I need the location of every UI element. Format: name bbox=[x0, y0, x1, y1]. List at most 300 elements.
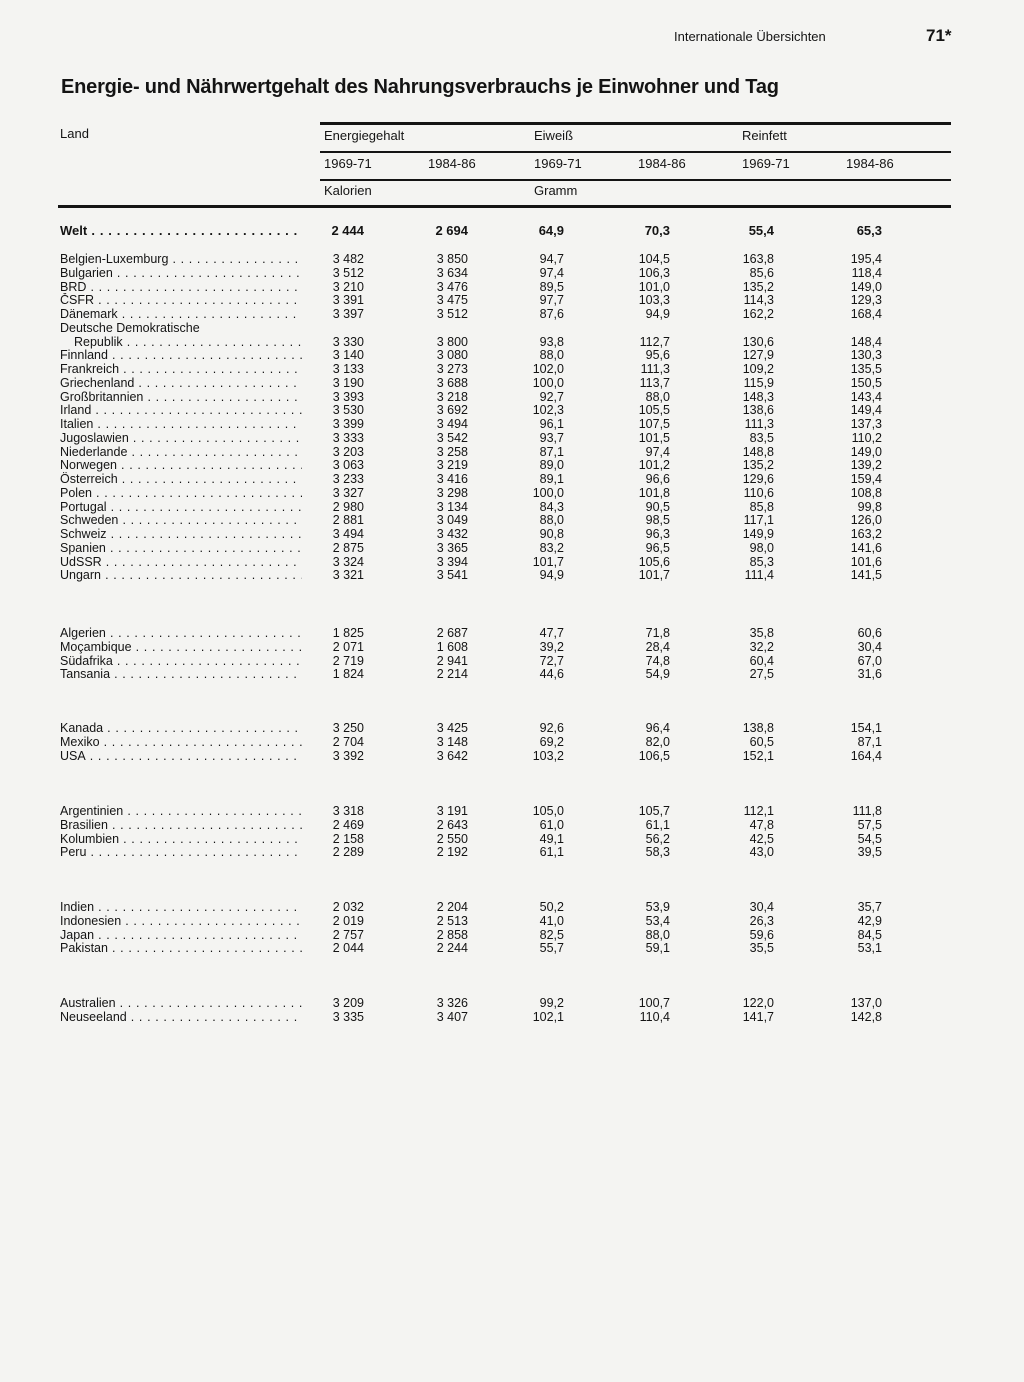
value-eiweiss-1984-86: 96,4 bbox=[645, 721, 670, 735]
page-title: Energie- und Nährwertgehalt des Nahrungsverbrauchs je Einwohner und Tag bbox=[61, 76, 779, 98]
value-energie-1984-86: 2 214 bbox=[436, 667, 468, 681]
table-row bbox=[58, 362, 951, 376]
value-reinfett-1969-71: 148,3 bbox=[742, 390, 774, 404]
value-reinfett-1984-86: 135,5 bbox=[850, 362, 882, 376]
value-energie-1984-86: 1 608 bbox=[436, 640, 468, 654]
value-eiweiss-1969-71: 90,8 bbox=[539, 527, 564, 541]
country-name: Ungarn . . . bbox=[60, 568, 302, 582]
value-eiweiss-1984-86: 111,3 bbox=[640, 362, 670, 376]
value-eiweiss-1984-86: 54,9 bbox=[645, 667, 670, 681]
value-eiweiss-1969-71: 105,0 bbox=[532, 804, 564, 818]
value-eiweiss-1984-86: 106,3 bbox=[638, 266, 670, 280]
value-energie-1984-86: 3 432 bbox=[436, 527, 468, 541]
value-reinfett-1969-71: 114,3 bbox=[743, 293, 774, 307]
value-reinfett-1984-86: 65,3 bbox=[856, 223, 882, 238]
value-reinfett-1984-86: 195,4 bbox=[850, 252, 882, 266]
country-name: Portugal . . . bbox=[60, 500, 302, 514]
value-reinfett-1984-86: 31,6 bbox=[857, 667, 882, 681]
value-energie-1984-86: 3 494 bbox=[436, 417, 468, 431]
value-eiweiss-1969-71: 55,7 bbox=[539, 941, 564, 955]
table-row bbox=[58, 845, 951, 859]
value-eiweiss-1969-71: 100,0 bbox=[532, 486, 564, 500]
table-row bbox=[58, 348, 951, 362]
value-energie-1984-86: 2 941 bbox=[436, 654, 468, 668]
value-eiweiss-1969-71: 93,8 bbox=[539, 335, 564, 349]
table-header-rule-3 bbox=[58, 205, 951, 208]
country-name: Österreich . . . bbox=[60, 472, 302, 486]
value-energie-1984-86: 3 049 bbox=[436, 513, 468, 527]
value-reinfett-1984-86: 87,1 bbox=[857, 735, 882, 749]
value-eiweiss-1969-71: 102,3 bbox=[532, 403, 564, 417]
value-eiweiss-1984-86: 74,8 bbox=[645, 654, 670, 668]
value-reinfett-1969-71: 163,8 bbox=[742, 252, 774, 266]
value-reinfett-1984-86: 67,0 bbox=[857, 654, 882, 668]
value-reinfett-1969-71: 26,3 bbox=[749, 914, 774, 928]
value-reinfett-1969-71: 60,5 bbox=[749, 735, 774, 749]
value-eiweiss-1984-86: 96,3 bbox=[645, 527, 670, 541]
table-row bbox=[58, 335, 951, 349]
value-energie-1969-71: 3 399 bbox=[332, 417, 364, 431]
page-number: 71* bbox=[926, 26, 952, 45]
value-energie-1969-71: 2 881 bbox=[332, 513, 364, 527]
header-year-energie-a: 1969-71 bbox=[324, 156, 372, 171]
country-name: Griechenland . . . bbox=[60, 376, 302, 390]
table-row bbox=[58, 928, 951, 942]
country-name: Welt . . . bbox=[60, 224, 302, 238]
country-name: Kanada . . . bbox=[60, 721, 302, 735]
table-row bbox=[58, 555, 951, 569]
value-eiweiss-1969-71: 82,5 bbox=[539, 928, 564, 942]
value-eiweiss-1969-71: 61,1 bbox=[539, 845, 564, 859]
value-eiweiss-1984-86: 101,0 bbox=[638, 280, 670, 294]
value-reinfett-1984-86: 163,2 bbox=[850, 527, 882, 541]
country-name: Jugoslawien . . . bbox=[60, 431, 302, 445]
value-reinfett-1984-86: 149,4 bbox=[850, 403, 882, 417]
country-name: Großbritannien . . . bbox=[60, 390, 302, 404]
value-reinfett-1969-71: 30,4 bbox=[749, 900, 774, 914]
value-eiweiss-1969-71: 96,1 bbox=[539, 417, 564, 431]
value-energie-1984-86: 3 688 bbox=[436, 376, 468, 390]
country-name: Italien . . . bbox=[60, 417, 302, 431]
value-energie-1984-86: 3 134 bbox=[436, 500, 468, 514]
country-name: Dänemark . . . bbox=[60, 307, 302, 321]
value-eiweiss-1969-71: 102,0 bbox=[532, 362, 564, 376]
value-eiweiss-1969-71: 39,2 bbox=[539, 640, 564, 654]
value-eiweiss-1969-71: 89,5 bbox=[539, 280, 564, 294]
value-reinfett-1984-86: 118,4 bbox=[851, 266, 882, 280]
value-eiweiss-1969-71: 103,2 bbox=[532, 749, 564, 763]
value-reinfett-1984-86: 143,4 bbox=[850, 390, 882, 404]
value-eiweiss-1984-86: 96,5 bbox=[645, 541, 670, 555]
country-name: Schweden . . . bbox=[60, 513, 302, 527]
value-energie-1969-71: 3 063 bbox=[332, 458, 364, 472]
value-energie-1984-86: 3 365 bbox=[436, 541, 468, 555]
value-energie-1969-71: 2 032 bbox=[332, 900, 364, 914]
value-energie-1984-86: 2 858 bbox=[436, 928, 468, 942]
country-name: Belgien-Luxemburg . . . bbox=[60, 252, 302, 266]
value-eiweiss-1969-71: 87,1 bbox=[539, 445, 564, 459]
value-reinfett-1984-86: 164,4 bbox=[850, 749, 882, 763]
value-energie-1969-71: 2 044 bbox=[332, 941, 364, 955]
country-name: Spanien . . . bbox=[60, 541, 302, 555]
value-reinfett-1969-71: 148,8 bbox=[742, 445, 774, 459]
value-eiweiss-1984-86: 105,6 bbox=[638, 555, 670, 569]
value-reinfett-1984-86: 130,3 bbox=[850, 348, 882, 362]
value-energie-1969-71: 3 393 bbox=[332, 390, 364, 404]
table-row bbox=[58, 252, 951, 266]
value-energie-1969-71: 2 071 bbox=[332, 640, 364, 654]
value-eiweiss-1984-86: 98,5 bbox=[645, 513, 670, 527]
value-reinfett-1984-86: 142,8 bbox=[850, 1010, 882, 1024]
table-header-rule-2 bbox=[320, 179, 951, 181]
table-row bbox=[58, 293, 951, 307]
value-eiweiss-1984-86: 94,9 bbox=[645, 307, 670, 321]
value-reinfett-1984-86: 129,3 bbox=[850, 293, 882, 307]
value-energie-1969-71: 2 444 bbox=[331, 223, 364, 238]
country-name: Tansania . . . bbox=[60, 667, 302, 681]
value-energie-1969-71: 3 209 bbox=[332, 996, 364, 1010]
value-reinfett-1969-71: 117,1 bbox=[743, 513, 774, 527]
value-eiweiss-1969-71: 97,4 bbox=[539, 266, 564, 280]
value-energie-1984-86: 3 218 bbox=[436, 390, 468, 404]
table-row bbox=[58, 486, 951, 500]
value-eiweiss-1984-86: 105,5 bbox=[638, 403, 670, 417]
value-reinfett-1969-71: 111,3 bbox=[744, 417, 774, 431]
table-row bbox=[58, 914, 951, 928]
country-name: Pakistan . . . bbox=[60, 941, 302, 955]
value-energie-1969-71: 3 391 bbox=[332, 293, 364, 307]
value-energie-1969-71: 2 719 bbox=[332, 654, 364, 668]
table-row bbox=[58, 472, 951, 486]
country-name: Norwegen . . . bbox=[60, 458, 302, 472]
value-reinfett-1984-86: 137,3 bbox=[850, 417, 882, 431]
country-name: Japan . . . bbox=[60, 928, 302, 942]
value-eiweiss-1984-86: 53,9 bbox=[645, 900, 670, 914]
value-reinfett-1969-71: 35,5 bbox=[749, 941, 774, 955]
table-row bbox=[58, 307, 951, 321]
value-reinfett-1984-86: 35,7 bbox=[857, 900, 882, 914]
value-eiweiss-1984-86: 90,5 bbox=[645, 500, 670, 514]
table-row bbox=[58, 390, 951, 404]
table-row bbox=[58, 818, 951, 832]
table-row bbox=[58, 941, 951, 955]
table-row bbox=[58, 500, 951, 514]
value-energie-1984-86: 2 204 bbox=[436, 900, 468, 914]
value-eiweiss-1984-86: 101,2 bbox=[638, 458, 670, 472]
value-eiweiss-1984-86: 107,5 bbox=[638, 417, 670, 431]
value-energie-1984-86: 3 642 bbox=[436, 749, 468, 763]
value-reinfett-1969-71: 32,2 bbox=[749, 640, 774, 654]
value-reinfett-1969-71: 138,8 bbox=[742, 721, 774, 735]
value-energie-1969-71: 3 133 bbox=[332, 362, 364, 376]
value-energie-1969-71: 1 824 bbox=[332, 667, 364, 681]
value-energie-1984-86: 3 298 bbox=[436, 486, 468, 500]
value-eiweiss-1984-86: 103,3 bbox=[638, 293, 670, 307]
header-year-energie-b: 1984-86 bbox=[428, 156, 476, 171]
country-name: Neuseeland . . . bbox=[60, 1010, 302, 1024]
value-reinfett-1969-71: 47,8 bbox=[749, 818, 774, 832]
header-land: Land bbox=[60, 126, 89, 141]
value-eiweiss-1969-71: 83,2 bbox=[539, 541, 564, 555]
value-eiweiss-1984-86: 82,0 bbox=[645, 735, 670, 749]
value-energie-1969-71: 2 019 bbox=[332, 914, 364, 928]
value-eiweiss-1969-71: 92,7 bbox=[539, 390, 564, 404]
value-eiweiss-1984-86: 101,5 bbox=[638, 431, 670, 445]
value-reinfett-1969-71: 130,6 bbox=[742, 335, 774, 349]
table-row bbox=[58, 640, 951, 654]
table-row bbox=[58, 541, 951, 555]
value-eiweiss-1984-86: 97,4 bbox=[645, 445, 670, 459]
value-eiweiss-1984-86: 61,1 bbox=[645, 818, 670, 832]
country-name: Argentinien . . . bbox=[60, 804, 302, 818]
value-energie-1984-86: 3 273 bbox=[436, 362, 468, 376]
value-energie-1969-71: 3 327 bbox=[332, 486, 364, 500]
value-energie-1969-71: 3 190 bbox=[332, 376, 364, 390]
country-name: Frankreich . . . bbox=[60, 362, 302, 376]
header-energiegehalt: Energiegehalt bbox=[324, 128, 405, 143]
value-energie-1969-71: 3 210 bbox=[332, 280, 364, 294]
value-energie-1969-71: 3 397 bbox=[332, 307, 364, 321]
country-name: Australien . . . bbox=[60, 996, 302, 1010]
value-reinfett-1984-86: 149,0 bbox=[850, 445, 882, 459]
header-unit-gramm: Gramm bbox=[534, 183, 578, 198]
value-energie-1984-86: 2 513 bbox=[436, 914, 468, 928]
value-reinfett-1984-86: 60,6 bbox=[857, 626, 882, 640]
value-eiweiss-1969-71: 94,7 bbox=[539, 252, 564, 266]
value-eiweiss-1984-86: 101,8 bbox=[638, 486, 670, 500]
table-row bbox=[58, 403, 951, 417]
value-eiweiss-1969-71: 88,0 bbox=[539, 513, 564, 527]
value-energie-1984-86: 3 080 bbox=[436, 348, 468, 362]
value-energie-1984-86: 3 850 bbox=[436, 252, 468, 266]
value-reinfett-1984-86: 150,5 bbox=[850, 376, 882, 390]
value-eiweiss-1969-71: 84,3 bbox=[539, 500, 564, 514]
value-reinfett-1969-71: 115,9 bbox=[743, 376, 774, 390]
value-energie-1969-71: 3 321 bbox=[332, 568, 364, 582]
value-reinfett-1984-86: 141,5 bbox=[850, 568, 882, 582]
value-energie-1984-86: 3 541 bbox=[436, 568, 468, 582]
value-energie-1984-86: 3 394 bbox=[436, 555, 468, 569]
table-row bbox=[58, 568, 951, 582]
value-reinfett-1984-86: 42,9 bbox=[857, 914, 882, 928]
value-eiweiss-1984-86: 112,7 bbox=[639, 335, 670, 349]
value-energie-1984-86: 3 542 bbox=[436, 431, 468, 445]
value-eiweiss-1969-71: 44,6 bbox=[539, 667, 564, 681]
value-energie-1969-71: 3 494 bbox=[332, 527, 364, 541]
value-energie-1969-71: 3 482 bbox=[332, 252, 364, 266]
table-row bbox=[58, 417, 951, 431]
value-energie-1969-71: 3 250 bbox=[332, 721, 364, 735]
table-row bbox=[58, 749, 951, 763]
country-name: Algerien . . . bbox=[60, 626, 302, 640]
value-reinfett-1969-71: 149,9 bbox=[742, 527, 774, 541]
value-eiweiss-1969-71: 47,7 bbox=[539, 626, 564, 640]
table-row bbox=[58, 626, 951, 640]
table-top-rule bbox=[320, 122, 951, 125]
value-energie-1969-71: 1 825 bbox=[332, 626, 364, 640]
value-reinfett-1969-71: 27,5 bbox=[749, 667, 774, 681]
value-reinfett-1984-86: 84,5 bbox=[857, 928, 882, 942]
country-name: Mexiko . . . bbox=[60, 735, 302, 749]
value-reinfett-1984-86: 101,6 bbox=[850, 555, 882, 569]
value-energie-1969-71: 3 333 bbox=[332, 431, 364, 445]
country-name: Bulgarien . . . bbox=[60, 266, 302, 280]
value-eiweiss-1969-71: 99,2 bbox=[539, 996, 564, 1010]
value-reinfett-1969-71: 127,9 bbox=[742, 348, 774, 362]
table-row bbox=[58, 832, 951, 846]
value-eiweiss-1984-86: 59,1 bbox=[645, 941, 670, 955]
value-energie-1969-71: 3 203 bbox=[332, 445, 364, 459]
value-eiweiss-1969-71: 50,2 bbox=[539, 900, 564, 914]
value-energie-1969-71: 3 392 bbox=[332, 749, 364, 763]
header-year-eiweiss-a: 1969-71 bbox=[534, 156, 582, 171]
value-eiweiss-1969-71: 72,7 bbox=[539, 654, 564, 668]
value-eiweiss-1984-86: 105,7 bbox=[638, 804, 670, 818]
value-reinfett-1969-71: 129,6 bbox=[742, 472, 774, 486]
value-energie-1969-71: 3 140 bbox=[332, 348, 364, 362]
value-reinfett-1984-86: 110,2 bbox=[851, 431, 882, 445]
table-row bbox=[58, 654, 951, 668]
value-reinfett-1969-71: 141,7 bbox=[742, 1010, 774, 1024]
country-name: Niederlande . . . bbox=[60, 445, 302, 459]
country-name: ČSFR . . . bbox=[60, 293, 302, 307]
value-energie-1969-71: 2 158 bbox=[332, 832, 364, 846]
value-energie-1984-86: 3 416 bbox=[436, 472, 468, 486]
header-unit-kalorien: Kalorien bbox=[324, 183, 372, 198]
country-name: Indien . . . bbox=[60, 900, 302, 914]
value-reinfett-1969-71: 109,2 bbox=[742, 362, 774, 376]
value-energie-1969-71: 2 469 bbox=[332, 818, 364, 832]
value-energie-1984-86: 3 476 bbox=[436, 280, 468, 294]
value-eiweiss-1969-71: 97,7 bbox=[539, 293, 564, 307]
country-name: Schweiz . . . bbox=[60, 527, 302, 541]
country-name: Kolumbien . . . bbox=[60, 832, 302, 846]
value-reinfett-1984-86: 54,5 bbox=[857, 832, 882, 846]
header-eiweiss: Eiweiß bbox=[534, 128, 574, 143]
header-year-reinfett-a: 1969-71 bbox=[742, 156, 790, 171]
value-reinfett-1969-71: 122,0 bbox=[742, 996, 774, 1010]
table-row bbox=[58, 513, 951, 527]
value-reinfett-1984-86: 154,1 bbox=[850, 721, 882, 735]
value-eiweiss-1969-71: 89,0 bbox=[539, 458, 564, 472]
value-eiweiss-1969-71: 41,0 bbox=[539, 914, 564, 928]
value-energie-1984-86: 3 258 bbox=[436, 445, 468, 459]
table-row bbox=[58, 996, 951, 1010]
value-eiweiss-1984-86: 88,0 bbox=[645, 928, 670, 942]
value-eiweiss-1969-71: 93,7 bbox=[539, 431, 564, 445]
value-energie-1969-71: 2 704 bbox=[332, 735, 364, 749]
header-year-reinfett-b: 1984-86 bbox=[846, 156, 894, 171]
value-eiweiss-1984-86: 101,7 bbox=[638, 568, 670, 582]
value-eiweiss-1984-86: 110,4 bbox=[639, 1010, 670, 1024]
table-row bbox=[58, 458, 951, 472]
country-name: Moçambique . . . bbox=[60, 640, 302, 654]
value-reinfett-1984-86: 30,4 bbox=[857, 640, 882, 654]
value-reinfett-1969-71: 135,2 bbox=[742, 458, 774, 472]
value-energie-1969-71: 3 530 bbox=[332, 403, 364, 417]
value-reinfett-1984-86: 148,4 bbox=[850, 335, 882, 349]
table-row bbox=[58, 1010, 951, 1024]
value-eiweiss-1984-86: 96,6 bbox=[645, 472, 670, 486]
value-eiweiss-1969-71: 64,9 bbox=[538, 223, 564, 238]
value-energie-1969-71: 2 875 bbox=[332, 541, 364, 555]
value-energie-1969-71: 3 324 bbox=[332, 555, 364, 569]
value-eiweiss-1984-86: 88,0 bbox=[645, 390, 670, 404]
table-row bbox=[58, 735, 951, 749]
value-reinfett-1969-71: 42,5 bbox=[749, 832, 774, 846]
value-eiweiss-1984-86: 100,7 bbox=[638, 996, 670, 1010]
value-energie-1984-86: 2 643 bbox=[436, 818, 468, 832]
table-row bbox=[58, 804, 951, 818]
value-energie-1984-86: 2 550 bbox=[436, 832, 468, 846]
country-name: Irland . . . bbox=[60, 403, 302, 417]
value-eiweiss-1969-71: 49,1 bbox=[539, 832, 564, 846]
value-eiweiss-1969-71: 61,0 bbox=[539, 818, 564, 832]
table-row bbox=[58, 321, 951, 335]
value-reinfett-1984-86: 149,0 bbox=[850, 280, 882, 294]
country-name: BRD . . . bbox=[60, 280, 302, 294]
value-eiweiss-1969-71: 92,6 bbox=[539, 721, 564, 735]
table-row bbox=[58, 280, 951, 294]
value-eiweiss-1984-86: 113,7 bbox=[639, 376, 670, 390]
value-energie-1969-71: 2 980 bbox=[332, 500, 364, 514]
value-reinfett-1969-71: 138,6 bbox=[742, 403, 774, 417]
value-eiweiss-1984-86: 70,3 bbox=[644, 223, 670, 238]
value-eiweiss-1969-71: 89,1 bbox=[539, 472, 564, 486]
value-eiweiss-1984-86: 95,6 bbox=[645, 348, 670, 362]
country-name: Brasilien . . . bbox=[60, 818, 302, 832]
table-row bbox=[58, 376, 951, 390]
value-energie-1984-86: 3 407 bbox=[436, 1010, 468, 1024]
value-reinfett-1969-71: 110,6 bbox=[743, 486, 774, 500]
value-reinfett-1969-71: 111,4 bbox=[744, 568, 774, 582]
header-year-eiweiss-b: 1984-86 bbox=[638, 156, 686, 171]
value-reinfett-1969-71: 35,8 bbox=[749, 626, 774, 640]
value-eiweiss-1969-71: 102,1 bbox=[532, 1010, 564, 1024]
value-reinfett-1984-86: 57,5 bbox=[857, 818, 882, 832]
value-energie-1984-86: 3 425 bbox=[436, 721, 468, 735]
value-eiweiss-1984-86: 53,4 bbox=[645, 914, 670, 928]
table-row bbox=[58, 445, 951, 459]
value-reinfett-1984-86: 141,6 bbox=[850, 541, 882, 555]
value-eiweiss-1969-71: 94,9 bbox=[539, 568, 564, 582]
value-energie-1984-86: 3 475 bbox=[436, 293, 468, 307]
value-reinfett-1984-86: 39,5 bbox=[857, 845, 882, 859]
value-reinfett-1984-86: 99,8 bbox=[857, 500, 882, 514]
country-name: Polen . . . bbox=[60, 486, 302, 500]
table-row bbox=[58, 721, 951, 735]
value-eiweiss-1969-71: 88,0 bbox=[539, 348, 564, 362]
value-reinfett-1969-71: 43,0 bbox=[749, 845, 774, 859]
value-energie-1969-71: 3 335 bbox=[332, 1010, 364, 1024]
value-eiweiss-1984-86: 58,3 bbox=[645, 845, 670, 859]
value-reinfett-1969-71: 85,8 bbox=[749, 500, 774, 514]
value-energie-1984-86: 3 148 bbox=[436, 735, 468, 749]
value-energie-1984-86: 3 692 bbox=[436, 403, 468, 417]
value-energie-1969-71: 3 512 bbox=[332, 266, 364, 280]
value-reinfett-1984-86: 126,0 bbox=[850, 513, 882, 527]
value-energie-1969-71: 3 330 bbox=[332, 335, 364, 349]
value-energie-1984-86: 2 687 bbox=[436, 626, 468, 640]
value-reinfett-1969-71: 83,5 bbox=[749, 431, 774, 445]
value-energie-1984-86: 3 634 bbox=[436, 266, 468, 280]
value-eiweiss-1969-71: 69,2 bbox=[539, 735, 564, 749]
value-energie-1969-71: 2 289 bbox=[332, 845, 364, 859]
value-reinfett-1969-71: 98,0 bbox=[749, 541, 774, 555]
value-energie-1969-71: 2 757 bbox=[332, 928, 364, 942]
value-energie-1984-86: 2 192 bbox=[436, 845, 468, 859]
value-reinfett-1984-86: 139,2 bbox=[850, 458, 882, 472]
